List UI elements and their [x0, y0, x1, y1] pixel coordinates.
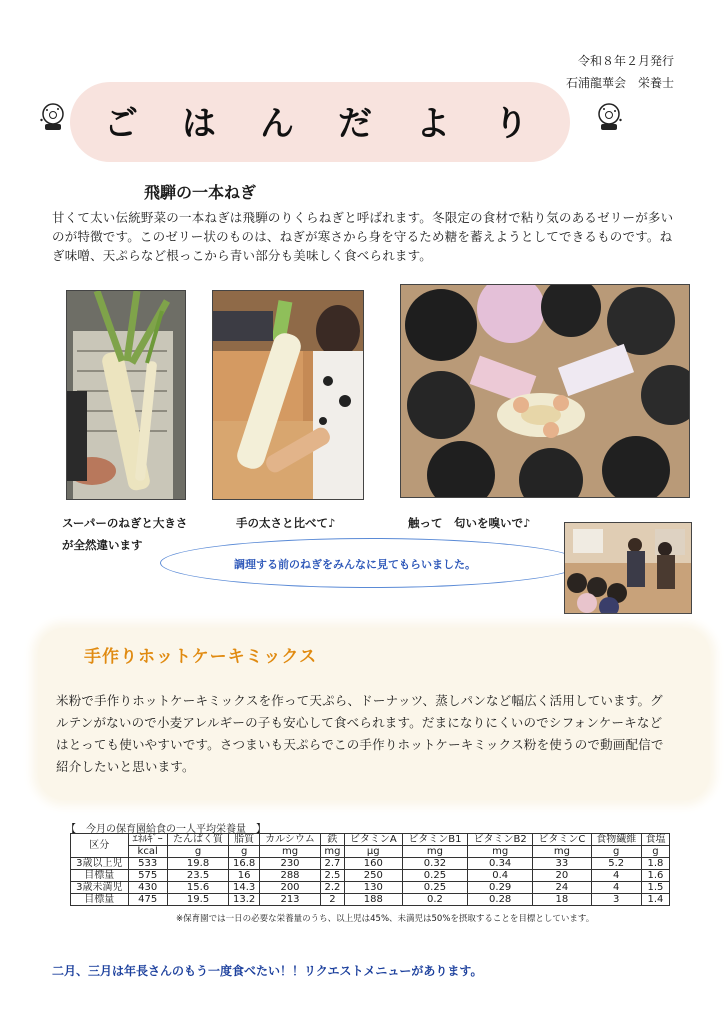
table-cell: 15.6 [167, 882, 229, 894]
section-title-negi: 飛騨の一本ねぎ [144, 183, 257, 202]
table-header-cell: 区分 [71, 834, 129, 858]
table-cell: 33 [533, 858, 591, 870]
table-row [71, 870, 670, 882]
caption-photo2: 手の太さと比べて♪ [236, 516, 336, 530]
title-char: ん [260, 104, 294, 144]
table-cell: 16.8 [229, 858, 260, 870]
table-cell: 213 [259, 894, 320, 906]
child-holding-leek-photo [212, 290, 364, 500]
nutrition-note: ※保育園では一日の必要な栄養量のうち、以上児は45%、未満児は50%を摂取することを目標としています。 [176, 914, 595, 924]
table-cell: 19.8 [167, 858, 229, 870]
row-label: 目標量 [71, 894, 129, 906]
nutrition-title: 【 今月の保育園給食の一人平均栄養量 】 [66, 824, 266, 835]
unit-cell: g [167, 846, 229, 858]
paragraph-line: 紹介したいと思います。 [56, 759, 195, 774]
section-title-hotcake: 手作りホットケーキミックス [84, 647, 318, 667]
row-label: 3歳未満児 [71, 882, 129, 894]
unit-cell: mg [533, 846, 591, 858]
unit-cell: mg [259, 846, 320, 858]
table-row [71, 882, 670, 894]
table-cell: 5.2 [591, 858, 641, 870]
table-cell: 14.3 [229, 882, 260, 894]
table-cell: 130 [344, 882, 402, 894]
hotcake-paragraph [56, 690, 696, 778]
paragraph-line: 米粉で手作りホットケーキミックスを作って天ぷら、ドーナッツ、蒸しパンなど幅広く活用しています。グ [56, 693, 663, 708]
table-cell: 0.34 [468, 858, 533, 870]
title-char: ご [104, 104, 138, 144]
table-header-cell: ｴﾈﾙｷﾞｰ [128, 834, 167, 846]
negi-paragraph [52, 208, 692, 265]
unit-cell: μg [344, 846, 402, 858]
table-header-cell: 食物繊維 [591, 834, 641, 846]
leek-comparison-photo [66, 290, 186, 500]
table-unit-row [71, 846, 670, 858]
table-row [71, 858, 670, 870]
unit-cell: g [229, 846, 260, 858]
table-cell: 1.4 [641, 894, 669, 906]
table-cell: 1.5 [641, 882, 669, 894]
children-touching-leek-photo [400, 284, 690, 498]
table-cell: 4 [591, 870, 641, 882]
table-header-cell: ビタミンB1 [402, 834, 467, 846]
title-char: り [494, 104, 528, 144]
table-header-cell: ビタミンB2 [468, 834, 533, 846]
paragraph-line: はとっても使いやすいです。さつまいも天ぷらでこの手作りホットケーキミックス粉を使うので動画配信で [56, 737, 664, 752]
table-cell: 575 [128, 870, 167, 882]
snow-globe-icon [40, 102, 66, 134]
author: 石浦龍華会 栄養士 [565, 76, 674, 90]
table-cell: 475 [128, 894, 167, 906]
table-header-cell: ビタミンC [533, 834, 591, 846]
title-char: だ [338, 104, 372, 144]
caption-photo1-line2: が全然違います [62, 538, 143, 552]
table-cell: 0.29 [468, 882, 533, 894]
title-char: よ [416, 104, 450, 144]
unit-cell: mg [321, 846, 345, 858]
table-header-cell: 食塩 [641, 834, 669, 846]
table-cell: 23.5 [167, 870, 229, 882]
table-cell: 160 [344, 858, 402, 870]
table-cell: 288 [259, 870, 320, 882]
snow-globe-icon [596, 102, 622, 134]
table-cell: 4 [591, 882, 641, 894]
caption-photo3: 触って 匂いを嗅いで♪ [408, 516, 531, 530]
table-cell: 13.2 [229, 894, 260, 906]
table-cell: 0.25 [402, 882, 467, 894]
table-cell: 1.6 [641, 870, 669, 882]
issue-date: 令和８年２月発行 [577, 54, 674, 68]
caption-photo1-line1: スーパーのねぎと大きさ [62, 516, 188, 530]
paragraph-line: 甘くて太い伝統野菜の一本ねぎは飛騨のりくらねぎと呼ばれます。冬限定の食材で粘り気のあるゼリーが多い [52, 210, 674, 225]
table-cell: 0.28 [468, 894, 533, 906]
table-cell: 200 [259, 882, 320, 894]
table-cell: 3 [591, 894, 641, 906]
table-cell: 2.5 [321, 870, 345, 882]
table-cell: 2.7 [321, 858, 345, 870]
nutrition-table [70, 833, 670, 906]
unit-cell: g [591, 846, 641, 858]
table-cell: 2.2 [321, 882, 345, 894]
footer-announcement: 二月、三月は年長さんのもう一度食べたい！！リクエストメニューがあります。 [52, 964, 483, 978]
table-cell: 430 [128, 882, 167, 894]
row-label: 3歳以上児 [71, 858, 129, 870]
paragraph-line: ぎ味噌、天ぷらなど根っこから青い部分も美味しく食べられます。 [52, 248, 433, 263]
table-header-cell: 脂質 [229, 834, 260, 846]
unit-cell: kcal [128, 846, 167, 858]
table-cell: 2 [321, 894, 345, 906]
title-char: は [182, 104, 216, 144]
oval-caption: 調理する前のねぎをみんなに見てもらいました。 [234, 558, 476, 571]
table-cell: 1.8 [641, 858, 669, 870]
table-header-cell: カルシウム [259, 834, 320, 846]
table-cell: 533 [128, 858, 167, 870]
table-header-cell: 鉄 [321, 834, 345, 846]
table-cell: 16 [229, 870, 260, 882]
table-cell: 20 [533, 870, 591, 882]
unit-cell: mg [402, 846, 467, 858]
table-cell: 0.2 [402, 894, 467, 906]
row-label: 目標量 [71, 870, 129, 882]
table-header-row [71, 834, 670, 846]
paragraph-line: のが特徴です。このゼリー状のものは、ねぎが寒さから身を守るため糖を蓄えようとしてできるものです。ね [52, 229, 673, 244]
table-row [71, 894, 670, 906]
table-cell: 0.32 [402, 858, 467, 870]
paragraph-line: ルテンがないので小麦アレルギーの子も安心して食べられます。だまになりにくいのでシフォンケーキなど [56, 715, 663, 730]
table-cell: 0.4 [468, 870, 533, 882]
unit-cell: g [641, 846, 669, 858]
table-cell: 0.25 [402, 870, 467, 882]
title-banner [70, 82, 570, 162]
unit-cell: mg [468, 846, 533, 858]
table-cell: 188 [344, 894, 402, 906]
classroom-photo [564, 522, 692, 614]
table-cell: 250 [344, 870, 402, 882]
table-header-cell: たんぱく質 [167, 834, 229, 846]
table-cell: 18 [533, 894, 591, 906]
table-cell: 24 [533, 882, 591, 894]
table-cell: 230 [259, 858, 320, 870]
table-header-cell: ビタミンA [344, 834, 402, 846]
table-cell: 19.5 [167, 894, 229, 906]
